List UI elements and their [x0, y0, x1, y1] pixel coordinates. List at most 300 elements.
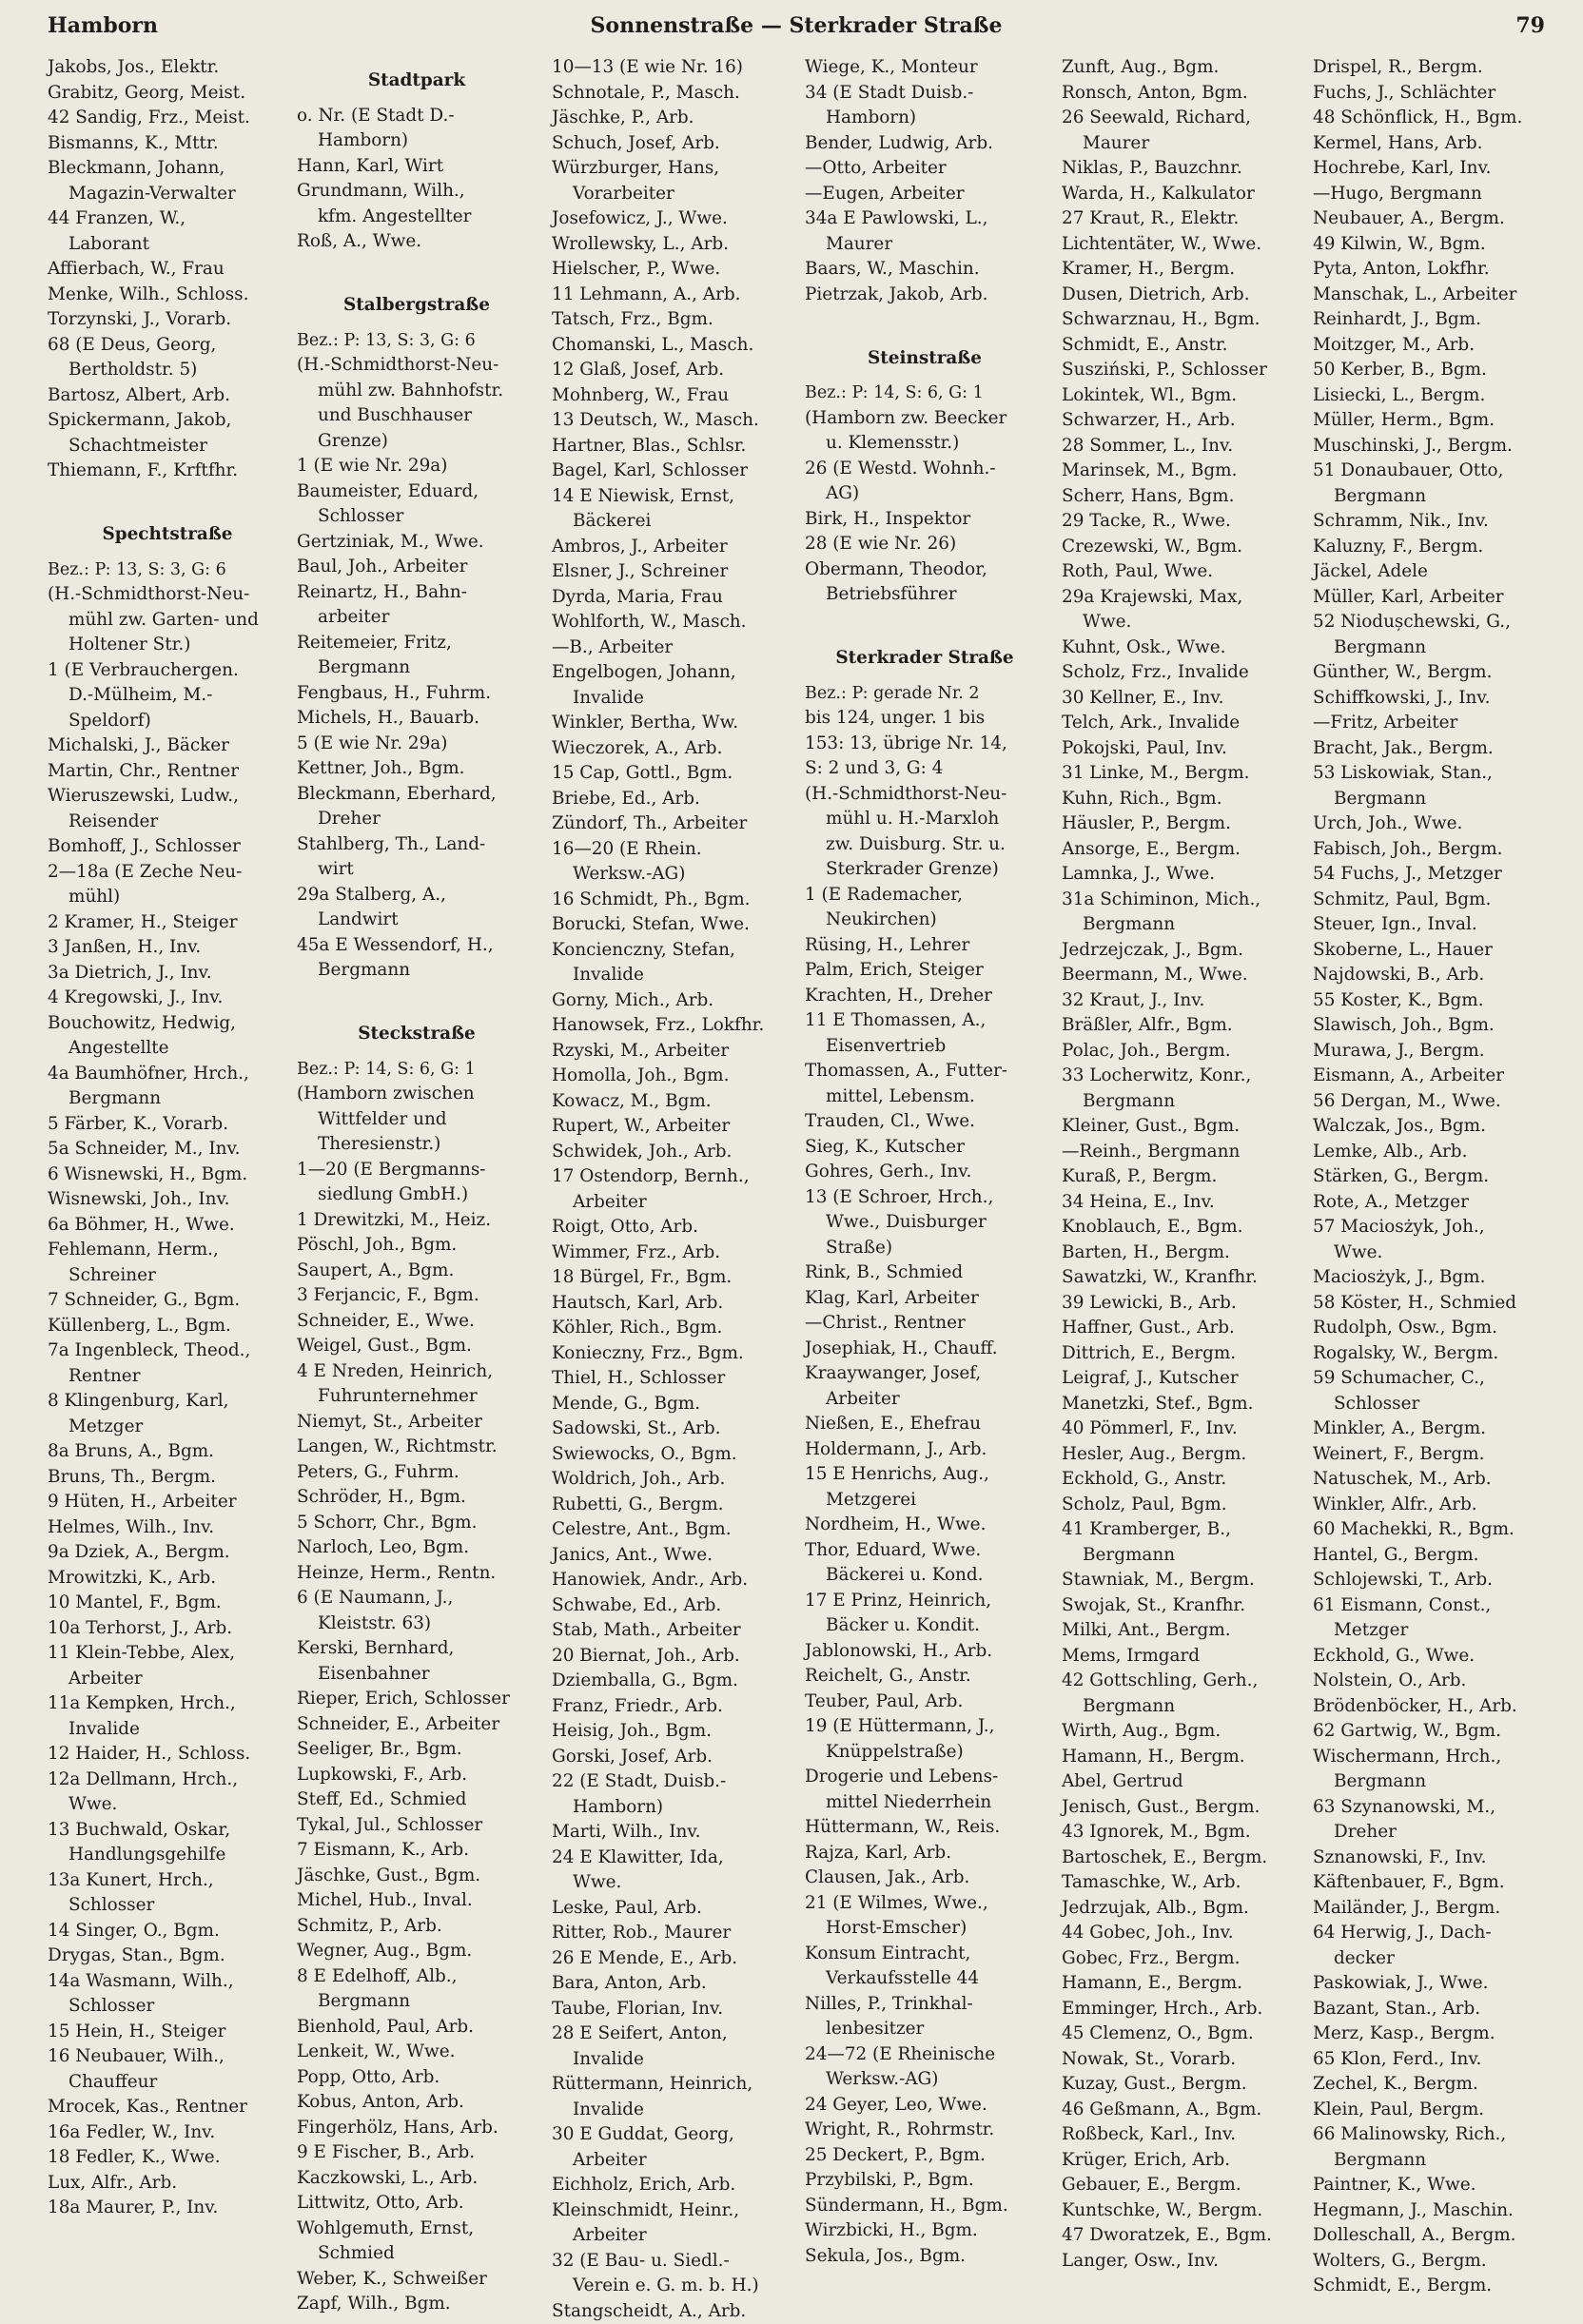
directory-entry: Schwarznau, H., Bgm.: [1062, 307, 1301, 333]
directory-entry: 19 (E Hüttermann, J.,: [805, 1714, 1045, 1740]
directory-entry: 16 Neubauer, Wilh.,: [48, 2044, 287, 2070]
directory-entry: Rüsing, H., Lehrer: [805, 933, 1045, 959]
directory-entry: 13 Buchwald, Oskar,: [48, 1818, 287, 1844]
directory-entry: Bartosz, Albert, Arb.: [48, 383, 287, 409]
directory-entry: AG): [805, 481, 1045, 507]
directory-entry: Kuraß, P., Bergm.: [1062, 1164, 1301, 1190]
directory-entry: Bergmann: [1062, 1694, 1301, 1720]
directory-entry: Köhler, Rich., Bgm.: [552, 1316, 792, 1341]
directory-entry: Murawa, J., Bergm.: [1313, 1039, 1553, 1064]
directory-entry: Kraaywanger, Josef,: [805, 1361, 1045, 1387]
directory-entry: 2—18a (E Zeche Neu-: [48, 860, 287, 886]
directory-entry: 46 Geßmann, A., Bgm.: [1062, 2098, 1301, 2123]
directory-entry: 17 E Prinz, Heinrich,: [805, 1589, 1045, 1614]
directory-entry: Bertholdstr. 5): [48, 358, 287, 383]
directory-entry: Hegmann, J., Maschin.: [1313, 2198, 1553, 2224]
directory-entry: 15 E Henrichs, Aug.,: [805, 1462, 1045, 1488]
directory-entry: Rink, B., Schmied: [805, 1260, 1045, 1286]
directory-entry: 6a Böhmer, H., Wwe.: [48, 1213, 287, 1239]
directory-entry: Rudolph, Osw., Bgm.: [1313, 1316, 1553, 1341]
column-4: [805, 55, 1045, 2186]
directory-entry: 5 Färber, K., Vorarb.: [48, 1112, 287, 1138]
directory-entry: Michalski, J., Bäcker: [48, 733, 287, 759]
directory-entry: Przybilski, P., Bgm.: [805, 2168, 1045, 2194]
directory-entry: Invalide: [552, 686, 792, 712]
directory-entry: Schachtmeister: [48, 434, 287, 459]
directory-entry: Hielscher, P., Wwe.: [552, 257, 792, 283]
directory-entry: 18 Bürgel, Fr., Bgm.: [552, 1265, 792, 1291]
directory-entry: Wright, R., Rohrmstr.: [805, 2118, 1045, 2143]
directory-entry: Wegner, Aug., Bgm.: [297, 1939, 537, 1964]
directory-entry: Rüttermann, Heinrich,: [552, 2072, 792, 2098]
directory-entry: Moitzger, M., Arb.: [1313, 333, 1553, 359]
directory-entry: Hanowsek, Frz., Lokfhr.: [552, 1013, 792, 1039]
directory-entry: Jäschke, Gust., Bgm.: [297, 1864, 537, 1889]
directory-entry: Manschak, L., Arbeiter: [1313, 283, 1553, 308]
directory-entry: 29a Krajewski, Max,: [1062, 585, 1301, 611]
directory-entry: Schramm, Nik., Inv.: [1313, 509, 1553, 535]
directory-entry: (Hamborn zw. Beecker: [805, 406, 1045, 432]
directory-entry: Milki, Ant., Bergm.: [1062, 1618, 1301, 1644]
directory-entry: Bergmann: [1062, 1089, 1301, 1115]
directory-entry: Bez.: P: 13, S: 3, G: 6: [48, 557, 287, 583]
directory-entry: 16 Schmidt, Ph., Bgm.: [552, 888, 792, 913]
directory-entry: Mende, G., Bgm.: [552, 1392, 792, 1417]
directory-entry: Michels, H., Bauarb.: [297, 706, 537, 732]
directory-entry: 1—20 (E Bergmanns-: [297, 1158, 537, 1183]
directory-entry: 3 Janßen, H., Inv.: [48, 935, 287, 961]
directory-entry: 16—20 (E Rhein.: [552, 837, 792, 863]
directory-entry: Krachten, H., Dreher: [805, 984, 1045, 1009]
directory-entry: Stawniak, M., Bergm.: [1062, 1568, 1301, 1593]
directory-entry: 12 Glaß, Josef, Arb.: [552, 358, 792, 383]
directory-entry: mittel, Lebensm.: [805, 1084, 1045, 1110]
directory-entry: Bez.: P: 14, S: 6, G: 1: [297, 1057, 537, 1083]
directory-entry: Wieczorek, A., Arb.: [552, 736, 792, 762]
directory-entry: Wwe., Duisburger: [805, 1210, 1045, 1236]
directory-entry: Invalide: [552, 2047, 792, 2073]
directory-entry: Lisiecki, L., Bergm.: [1313, 383, 1553, 409]
directory-entry: 51 Donaubauer, Otto,: [1313, 459, 1553, 484]
directory-entry: Mrowitzki, K., Arb.: [48, 1566, 287, 1592]
directory-entry: Pyta, Anton, Lokfhr.: [1313, 257, 1553, 283]
directory-entry: Hamborn): [805, 106, 1045, 131]
directory-entry: 28 (E wie Nr. 26): [805, 532, 1045, 557]
directory-entry: Schlojewski, T., Arb.: [1313, 1568, 1553, 1593]
directory-entry: Rupert, W., Arbeiter: [552, 1114, 792, 1140]
directory-entry: Fuhrunternehmer: [297, 1384, 537, 1410]
directory-entry: 11 E Thomassen, A.,: [805, 1008, 1045, 1034]
directory-entry: Winkler, Alfr., Arb.: [1313, 1493, 1553, 1518]
directory-entry: Bergmann: [1313, 635, 1553, 661]
directory-entry: Homolla, Joh., Bgm.: [552, 1064, 792, 1089]
directory-entry: Konsum Eintracht,: [805, 1942, 1045, 1967]
directory-entry: Marti, Wilh., Inv.: [552, 1820, 792, 1846]
directory-entry: Kobus, Anton, Arb.: [297, 2090, 537, 2116]
directory-entry: 11a Kempken, Hrch.,: [48, 1691, 287, 1717]
directory-entry: Jenisch, Gust., Bergm.: [1062, 1795, 1301, 1821]
directory-entry: Wwe.: [1313, 1240, 1553, 1266]
directory-entry: Weigel, Gust., Bgm.: [297, 1334, 537, 1359]
directory-entry: 1 (E Verbrauchergen.: [48, 658, 287, 684]
directory-entry: Fingerhölz, Hans, Arb.: [297, 2116, 537, 2141]
directory-entry: 28 E Seifert, Anton,: [552, 2021, 792, 2047]
directory-entry: arbeiter: [297, 605, 537, 631]
directory-entry: Gohres, Gerh., Inv.: [805, 1160, 1045, 1185]
directory-entry: Sznanowski, F., Inv.: [1313, 1846, 1553, 1871]
directory-entry: Kuhnt, Osk., Wwe.: [1062, 635, 1301, 661]
directory-entry: Langer, Osw., Inv.: [1062, 2249, 1301, 2275]
directory-entry: Bouchowitz, Hedwig,: [48, 1011, 287, 1037]
directory-entry: Wisnewski, Joh., Inv.: [48, 1187, 287, 1213]
directory-entry: Arbeiter: [552, 2148, 792, 2174]
directory-entry: 24 E Klawitter, Ida,: [552, 1846, 792, 1871]
directory-entry: 40 Pömmerl, F., Inv.: [1062, 1416, 1301, 1442]
directory-entry: Josefowicz, J., Wwe.: [552, 206, 792, 232]
directory-entry: Wimmer, Frz., Arb.: [552, 1240, 792, 1266]
directory-entry: 6 (E Naumann, J.,: [297, 1586, 537, 1611]
directory-entry: Kowacz, M., Bgm.: [552, 1089, 792, 1115]
directory-entry: Tykal, Jul., Schlosser: [297, 1813, 537, 1839]
column-2: [297, 55, 537, 2186]
directory-entry: 8 E Edelhoff, Alb.,: [297, 1964, 537, 1990]
directory-entry: Krüger, Erich, Arb.: [1062, 2148, 1301, 2174]
directory-entry: Roth, Paul, Wwe.: [1062, 559, 1301, 585]
directory-entry: Müller, Karl, Arbeiter: [1313, 585, 1553, 611]
directory-entry: Lupkowski, F., Arb.: [297, 1763, 537, 1788]
directory-entry: Baars, W., Maschin.: [805, 257, 1045, 283]
directory-entry: —Reinh., Bergmann: [1062, 1140, 1301, 1165]
directory-entry: Rieper, Erich, Schlosser: [297, 1687, 537, 1712]
directory-entry: Knoblauch, E., Bgm.: [1062, 1215, 1301, 1240]
directory-entry: Emminger, Hrch., Arb.: [1062, 1997, 1301, 2022]
directory-entry: Metzger: [1313, 1618, 1553, 1644]
directory-entry: und Buschhauser: [297, 403, 537, 429]
directory-entry: Eichholz, Erich, Arb.: [552, 2173, 792, 2198]
directory-entry: Wrollewsky, L., Arb.: [552, 232, 792, 258]
directory-entry: Helmes, Wilh., Inv.: [48, 1515, 287, 1541]
directory-entry: Hamann, E., Bergm.: [1062, 1971, 1301, 1997]
directory-entry: Klag, Karl, Arbeiter: [805, 1286, 1045, 1312]
directory-entry: Skoberne, L., Hauer: [1313, 938, 1553, 964]
directory-entry: Pokojski, Paul, Inv.: [1062, 736, 1301, 762]
directory-entry: Bleckmann, Eberhard,: [297, 782, 537, 808]
directory-entry: Sawatzki, W., Kranfhr.: [1062, 1265, 1301, 1291]
directory-entry: 9a Dziek, A., Bergm.: [48, 1540, 287, 1566]
directory-entry: Hamborn): [552, 1795, 792, 1821]
directory-entry: 39 Lewicki, B., Arb.: [1062, 1291, 1301, 1317]
directory-entry: 11 Klein-Tebbe, Alex,: [48, 1641, 287, 1667]
directory-entry: Susziński, P., Schlosser: [1062, 358, 1301, 383]
directory-entry: Roigt, Otto, Arb.: [552, 1215, 792, 1240]
street-heading: Sterkrader Straße: [805, 633, 1045, 681]
directory-entry: 10—13 (E wie Nr. 16): [552, 55, 792, 81]
directory-entry: Roßbeck, Karl., Inv.: [1062, 2122, 1301, 2148]
directory-entry: Swojak, St., Kranfhr.: [1062, 1593, 1301, 1619]
directory-entry: Gorny, Mich., Arb.: [552, 988, 792, 1014]
directory-entry: —Otto, Arbeiter: [805, 156, 1045, 182]
directory-entry: Fuchs, J., Schlächter: [1313, 81, 1553, 107]
directory-entry: Merz, Kasp., Bergm.: [1313, 2021, 1553, 2047]
directory-entry: 32 (E Bau- u. Siedl.-: [552, 2249, 792, 2275]
directory-entry: Kleinschmidt, Heinr.,: [552, 2198, 792, 2224]
directory-entry: 13 Deutsch, W., Masch.: [552, 408, 792, 434]
directory-entry: Sadowski, St., Arb.: [552, 1416, 792, 1442]
directory-entry: Gobec, Frz., Bergm.: [1062, 1946, 1301, 1972]
directory-entry: 14 E Niewisk, Ernst,: [552, 484, 792, 510]
spacer: [805, 307, 1045, 333]
directory-entry: Peters, G., Fuhrm.: [297, 1460, 537, 1486]
directory-entry: Schmidt, E., Bergm.: [1313, 2274, 1553, 2299]
directory-entry: Wolters, G., Bergm.: [1313, 2249, 1553, 2275]
directory-entry: 15 Cap, Gottl., Bgm.: [552, 761, 792, 787]
page-number: 79: [1515, 13, 1545, 38]
directory-entry: Maurer: [805, 232, 1045, 258]
directory-entry: Taube, Florian, Inv.: [552, 1997, 792, 2022]
directory-entry: 25 Deckert, P., Bgm.: [805, 2143, 1045, 2169]
header-left: Hamborn: [48, 13, 158, 38]
directory-entry: Wirth, Aug., Bgm.: [1062, 1719, 1301, 1745]
directory-entry: 13a Kunert, Hrch.,: [48, 1868, 287, 1894]
directory-entry: Wwe.: [552, 1870, 792, 1896]
directory-entry: 14a Wasmann, Wilh.,: [48, 1969, 287, 1995]
directory-entry: Mohnberg, W., Frau: [552, 383, 792, 409]
street-heading: Steckstraße: [297, 1008, 537, 1057]
directory-entry: 7 Schneider, G., Bgm.: [48, 1288, 287, 1314]
directory-entry: Schröder, H., Bgm.: [297, 1485, 537, 1511]
directory-entry: kfm. Angestellter: [297, 205, 537, 230]
directory-entry: Bäckerei: [552, 509, 792, 535]
directory-entry: —B., Arbeiter: [552, 635, 792, 661]
directory-entry: Bez.: P: 14, S: 6, G: 1: [805, 381, 1045, 406]
directory-entry: Brödenböcker, H., Arb.: [1313, 1694, 1553, 1720]
directory-entry: Invalide: [552, 2098, 792, 2123]
directory-entry: Paskowiak, J., Wwe.: [1313, 1971, 1553, 1997]
directory-entry: Grenze): [297, 429, 537, 455]
directory-entry: 13 (E Schroer, Hrch.,: [805, 1185, 1045, 1211]
directory-entry: Telch, Ark., Invalide: [1062, 711, 1301, 736]
directory-entry: Slawisch, Joh., Bgm.: [1313, 1013, 1553, 1039]
directory-entry: 4a Baumhöfner, Hrch.,: [48, 1062, 287, 1087]
directory-entry: Bismanns, K., Mttr.: [48, 131, 287, 157]
directory-entry: Schlosser: [48, 1893, 287, 1919]
directory-entry: Thor, Eduard, Wwe.: [805, 1538, 1045, 1564]
directory-entry: Schwidek, Joh., Arb.: [552, 1140, 792, 1165]
directory-entry: Wwe.: [48, 1792, 287, 1818]
directory-entry: Grabitz, Georg, Meist.: [48, 81, 287, 107]
directory-entry: Baumeister, Eduard,: [297, 479, 537, 505]
spacer: [805, 608, 1045, 634]
directory-entry: Rzyski, M., Arbeiter: [552, 1039, 792, 1064]
directory-entry: 62 Gartwig, W., Bgm.: [1313, 1719, 1553, 1745]
directory-entry: Bergmann: [1313, 484, 1553, 510]
directory-entry: Langen, W., Richtmstr.: [297, 1435, 537, 1460]
directory-entry: Birk, H., Inspektor: [805, 507, 1045, 533]
directory-entry: Pietrzak, Jakob, Arb.: [805, 283, 1045, 308]
directory-entry: Scherr, Hans, Bgm.: [1062, 484, 1301, 510]
directory-entry: Reitemeier, Fritz,: [297, 631, 537, 656]
directory-entry: Kleiststr. 63): [297, 1611, 537, 1637]
directory-entry: 1 (E wie Nr. 29a): [297, 454, 537, 479]
directory-entry: 7a Ingenbleck, Theod.,: [48, 1338, 287, 1364]
directory-entry: Laborant: [48, 232, 287, 258]
directory-entry: Arbeiter: [552, 2223, 792, 2249]
directory-entry: siedlung GmbH.): [297, 1182, 537, 1208]
directory-entry: Schneider, E., Arbeiter: [297, 1712, 537, 1738]
directory-entry: Elsner, J., Schreiner: [552, 559, 792, 585]
directory-entry: 44 Gobec, Joh., Inv.: [1062, 1921, 1301, 1946]
directory-entry: Dusen, Dietrich, Arb.: [1062, 283, 1301, 308]
directory-entry: Holtener Str.): [48, 633, 287, 658]
directory-entry: Stärken, G., Bergm.: [1313, 1164, 1553, 1190]
directory-entry: Thiel, H., Schlosser: [552, 1366, 792, 1392]
directory-entry: Hautsch, Karl, Arb.: [552, 1291, 792, 1317]
directory-entry: 8 Klingenburg, Karl,: [48, 1389, 287, 1415]
directory-entry: Bartoschek, E., Bergm.: [1062, 1846, 1301, 1871]
directory-entry: Bienhold, Paul, Arb.: [297, 2015, 537, 2041]
directory-entry: bis 124, unger. 1 bis: [805, 706, 1045, 732]
directory-entry: Bergmann: [1062, 1543, 1301, 1569]
directory-entry: Nießen, E., Ehefrau: [805, 1412, 1045, 1437]
directory-entry: Niemyt, St., Arbeiter: [297, 1410, 537, 1435]
directory-entry: 34 (E Stadt Duisb.-: [805, 81, 1045, 107]
directory-entry: Scholz, Frz., Invalide: [1062, 660, 1301, 686]
directory-entry: Vorarbeiter: [552, 182, 792, 207]
directory-entry: Bomhoff, J., Schlosser: [48, 834, 287, 860]
directory-entry: Eisenbahner: [297, 1662, 537, 1688]
directory-entry: Warda, H., Kalkulator: [1062, 182, 1301, 207]
directory-entry: Franz, Friedr., Arb.: [552, 1694, 792, 1720]
directory-columns: [48, 55, 1560, 2186]
directory-entry: 44 Franzen, W.,: [48, 206, 287, 232]
directory-entry: 45 Clemenz, O., Bgm.: [1062, 2021, 1301, 2047]
directory-entry: u. Klemensstr.): [805, 431, 1045, 457]
directory-entry: decker: [1313, 1946, 1553, 1972]
directory-entry: Seeliger, Br., Bgm.: [297, 1737, 537, 1763]
directory-entry: 56 Dergan, M., Wwe.: [1313, 1089, 1553, 1115]
directory-entry: —Eugen, Arbeiter: [805, 182, 1045, 207]
directory-entry: S: 2 und 3, G: 4: [805, 756, 1045, 782]
directory-entry: Maciosżyk, J., Bgm.: [1313, 1265, 1553, 1291]
directory-entry: Lemke, Alb., Arb.: [1313, 1140, 1553, 1165]
directory-entry: Dreher: [297, 807, 537, 832]
directory-entry: Bergmann: [1313, 787, 1553, 812]
directory-entry: Lux, Alfr., Arb.: [48, 2171, 287, 2197]
directory-entry: 7 Eismann, K., Arb.: [297, 1838, 537, 1864]
directory-entry: Leske, Paul, Arb.: [552, 1896, 792, 1922]
directory-entry: Eismann, A., Arbeiter: [1313, 1064, 1553, 1089]
directory-entry: Lichtentäter, W., Wwe.: [1062, 232, 1301, 258]
directory-entry: Paintner, K., Wwe.: [1313, 2173, 1553, 2198]
directory-entry: Koncienczny, Stefan,: [552, 938, 792, 964]
directory-entry: 63 Szynanowski, M.,: [1313, 1795, 1553, 1821]
directory-entry: 30 E Guddat, Georg,: [552, 2122, 792, 2148]
directory-entry: Zunft, Aug., Bgm.: [1062, 55, 1301, 81]
directory-entry: Kettner, Joh., Bgm.: [297, 756, 537, 782]
directory-entry: 24—72 (E Rheinische: [805, 2042, 1045, 2068]
directory-entry: Lokintek, Wl., Bgm.: [1062, 383, 1301, 409]
directory-entry: Dyrda, Maria, Frau: [552, 585, 792, 611]
directory-entry: 59 Schumacher, C.,: [1313, 1366, 1553, 1392]
directory-entry: Bäckerei u. Kond.: [805, 1563, 1045, 1589]
directory-entry: Eckhold, G., Wwe.: [1313, 1644, 1553, 1670]
directory-entry: 53 Liskowiak, Stan.,: [1313, 761, 1553, 787]
directory-entry: Baul, Joh., Arbeiter: [297, 555, 537, 580]
directory-entry: 29a Stalberg, A.,: [297, 883, 537, 908]
directory-entry: Grundmann, Wilh.,: [297, 179, 537, 205]
directory-entry: Metzger: [48, 1415, 287, 1440]
directory-entry: Beermann, M., Wwe.: [1062, 963, 1301, 988]
directory-entry: Pöschl, Joh., Bgm.: [297, 1233, 537, 1259]
header-center: Sonnenstraße — Sterkrader Straße: [48, 13, 1545, 38]
directory-entry: Schwarzer, H., Arb.: [1062, 408, 1301, 434]
directory-entry: Gebauer, E., Bergm.: [1062, 2173, 1301, 2198]
directory-entry: Bagel, Karl, Schlosser: [552, 459, 792, 484]
directory-entry: Horst-Emscher): [805, 1916, 1045, 1942]
directory-entry: Jedrzejczak, J., Bgm.: [1062, 938, 1301, 964]
directory-entry: Wischermann, Hrch.,: [1313, 1745, 1553, 1770]
directory-entry: Nilles, P., Trinkhal-: [805, 1992, 1045, 2018]
directory-entry: Fabisch, Joh., Bergm.: [1313, 837, 1553, 863]
directory-entry: 52 Niodușchewski, G.,: [1313, 610, 1553, 635]
directory-entry: Thiemann, F., Krftfhr.: [48, 459, 287, 484]
directory-entry: 45a E Wessendorf, H.,: [297, 933, 537, 959]
directory-entry: Bez.: P: gerade Nr. 2: [805, 681, 1045, 707]
directory-entry: Schlosser: [1313, 1392, 1553, 1417]
directory-entry: Palm, Erich, Steiger: [805, 958, 1045, 984]
directory-entry: Maurer: [1062, 131, 1301, 157]
directory-entry: Bender, Ludwig, Arb.: [805, 131, 1045, 157]
directory-entry: Bez.: P: 13, S: 3, G: 6: [297, 328, 537, 354]
directory-entry: Bergmann: [1313, 1769, 1553, 1795]
directory-entry: Trauden, Cl., Wwe.: [805, 1109, 1045, 1135]
directory-entry: Knüppelstraße): [805, 1740, 1045, 1766]
directory-entry: Würzburger, Hans,: [552, 156, 792, 182]
directory-entry: lenbesitzer: [805, 2017, 1045, 2042]
directory-entry: Engelbogen, Johann,: [552, 660, 792, 686]
directory-entry: Littwitz, Otto, Arb.: [297, 2191, 537, 2217]
directory-entry: Hartner, Blas., Schlsr.: [552, 434, 792, 459]
directory-entry: 20 Biernat, Joh., Arb.: [552, 1644, 792, 1670]
directory-entry: 18 Fedler, K., Wwe.: [48, 2145, 287, 2171]
directory-entry: mühl zw. Garten- und: [48, 608, 287, 634]
directory-entry: wirt: [297, 857, 537, 883]
directory-entry: Bleckmann, Johann,: [48, 156, 287, 182]
directory-entry: 9 E Fischer, B., Arb.: [297, 2140, 537, 2166]
directory-entry: Popp, Otto, Arb.: [297, 2065, 537, 2091]
directory-entry: Barten, H., Bergm.: [1062, 1240, 1301, 1266]
directory-entry: 43 Ignorek, M., Bgm.: [1062, 1820, 1301, 1846]
directory-entry: Zechel, K., Bergm.: [1313, 2072, 1553, 2098]
directory-entry: 26 Seewald, Richard,: [1062, 106, 1301, 131]
directory-entry: Hamann, H., Bergm.: [1062, 1745, 1301, 1770]
directory-entry: Ritter, Rob., Maurer: [552, 1921, 792, 1946]
directory-entry: Eisenvertrieb: [805, 1034, 1045, 1060]
directory-entry: Teuber, Paul, Arb.: [805, 1689, 1045, 1715]
directory-entry: 15 Hein, H., Steiger: [48, 2020, 287, 2045]
directory-entry: 30 Kellner, E., Inv.: [1062, 686, 1301, 712]
directory-entry: Sieg, K., Kutscher: [805, 1135, 1045, 1161]
directory-entry: Saupert, A., Bgm.: [297, 1259, 537, 1284]
directory-entry: 65 Klon, Ferd., Inv.: [1313, 2047, 1553, 2073]
directory-entry: 1 (E Rademacher,: [805, 883, 1045, 908]
spacer: [297, 984, 537, 1009]
directory-entry: mühl u. H.-Marxloh: [805, 807, 1045, 832]
directory-entry: Verkaufsstelle 44: [805, 1966, 1045, 1992]
directory-entry: Angestellte: [48, 1036, 287, 1062]
directory-entry: Kermel, Hans, Arb.: [1313, 131, 1553, 157]
directory-entry: Verein e. G. m. b. H.): [552, 2274, 792, 2299]
